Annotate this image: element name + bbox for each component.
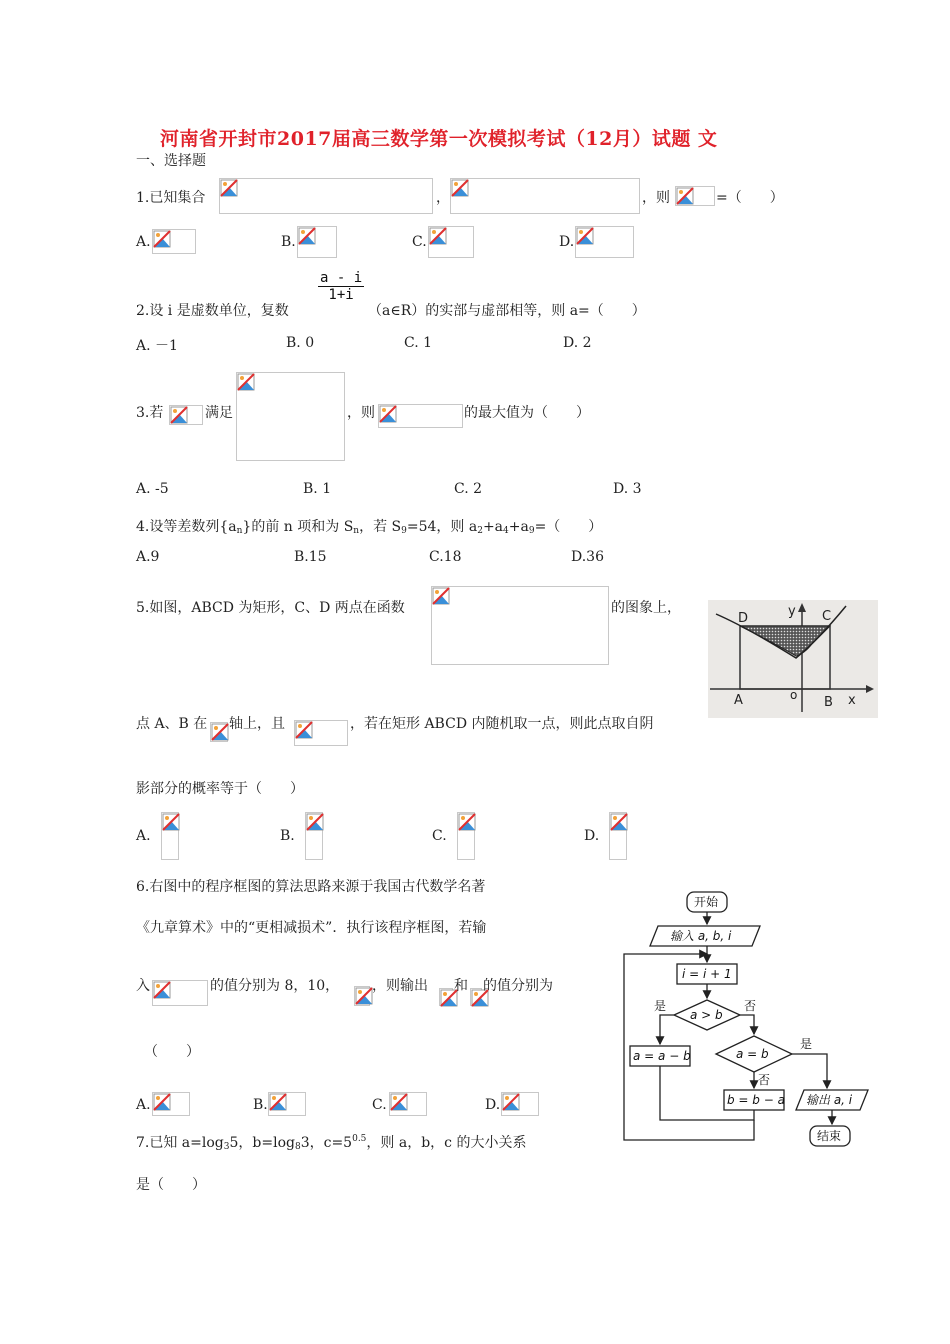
q6-line3-and: 和 xyxy=(454,978,468,994)
q6-inputs-image xyxy=(152,980,208,1006)
q6-line1: 6.右图中的程序框图的算法思路来源于我国古代数学名著 xyxy=(136,879,486,895)
q6-option-d: D. xyxy=(485,1097,501,1113)
sub1-label: a = a − b xyxy=(633,1049,691,1063)
q1-option-c: C. xyxy=(412,234,427,250)
q3-objective-image xyxy=(378,404,463,428)
label-o: o xyxy=(790,688,798,702)
q3-stem-tail: 的最大值为（ ） xyxy=(464,405,590,421)
q7-subscript: 8 xyxy=(294,1142,301,1152)
yes1-label: 是 xyxy=(654,999,667,1013)
q2-stem: 2.设 i 是虚数单位，复数 xyxy=(136,303,289,319)
cond1-label: a > b xyxy=(690,1008,723,1022)
image-placeholder-icon xyxy=(153,230,171,248)
q6-flowchart xyxy=(620,888,890,1150)
q4-subscript: n xyxy=(353,526,360,536)
image-placeholder-icon xyxy=(306,813,324,831)
q6-option-a-image xyxy=(152,1092,190,1116)
q5-graph-svg xyxy=(708,600,878,718)
q1-tail: =（ ） xyxy=(716,190,784,206)
q6-line3-end: 的值分别为 xyxy=(483,978,553,994)
q5-option-a-image xyxy=(161,812,179,860)
image-placeholder-icon xyxy=(295,721,313,739)
q3-option-a: A. -5 xyxy=(136,481,169,497)
q4-subscript: 9 xyxy=(528,526,535,536)
q6-i-image xyxy=(354,986,370,1006)
label-c: C xyxy=(822,609,832,624)
image-placeholder-icon xyxy=(458,813,476,831)
q6-option-b: B. xyxy=(253,1097,268,1113)
yes2-label: 是 xyxy=(800,1037,813,1051)
start-label: 开始 xyxy=(694,895,719,909)
q5-option-c-image xyxy=(457,812,475,860)
q5-option-d-image xyxy=(609,812,627,860)
q2-option-d: D. 2 xyxy=(563,335,592,351)
q4-subscript: 9 xyxy=(401,526,407,536)
image-placeholder-icon xyxy=(269,1093,287,1111)
q2-numerator: a - i xyxy=(320,270,363,286)
q2-stem-tail: （a∈R）的实部与虚部相等，则 a=（ ） xyxy=(368,303,646,319)
q1-option-a: A. xyxy=(136,234,151,250)
q4-text: =（ ） xyxy=(534,519,603,535)
q5-option-c: C. xyxy=(432,828,447,844)
q1-set-b-image xyxy=(450,178,640,214)
q7-text: 5，b=log xyxy=(229,1135,295,1151)
q6-option-c: C. xyxy=(372,1097,387,1113)
q3-satisfy: 满足 xyxy=(205,405,233,421)
q3-constraints-image xyxy=(236,372,345,461)
q1-option-d-image xyxy=(575,226,634,258)
label-b: B xyxy=(824,695,833,710)
q4-stem xyxy=(136,516,602,536)
q6-line3-values: 的值分别为 8，10， xyxy=(210,978,340,994)
q6-line2: 《九章算术》中的“更相减损术”．执行该程序框图，若输 xyxy=(136,920,487,936)
q2-option-b: B. 0 xyxy=(286,335,315,351)
q3-option-b: B. 1 xyxy=(303,481,332,497)
label-y: y xyxy=(788,604,796,619)
q7-stem xyxy=(136,1132,526,1152)
q6-line3-start: 入 xyxy=(136,978,150,994)
section-heading: 一、选择题 xyxy=(136,153,206,169)
output-label: 输出 a, i xyxy=(806,1093,853,1107)
q5-condition-image xyxy=(294,720,348,746)
q4-text: =54，则 a xyxy=(406,519,478,535)
q5-option-b-image xyxy=(305,812,323,860)
q4-text: ，若 S xyxy=(359,519,402,535)
image-placeholder-icon xyxy=(379,405,397,423)
q4-subscript: 4 xyxy=(503,526,509,536)
image-placeholder-icon xyxy=(390,1093,408,1111)
q2-option-a: A. －1 xyxy=(136,338,178,354)
q1-option-d: D. xyxy=(559,234,575,250)
q1-set-a-image xyxy=(219,178,433,214)
image-placeholder-icon xyxy=(298,227,316,245)
q6-line4: （ ） xyxy=(144,1044,200,1060)
q5-line3: 影部分的概率等于（ ） xyxy=(136,781,304,797)
q1-option-b: B. xyxy=(281,234,296,250)
q3-option-d: D. 3 xyxy=(613,481,642,497)
q3-option-c: C. 2 xyxy=(454,481,483,497)
q4-text: +a xyxy=(508,519,529,535)
image-placeholder-icon xyxy=(451,179,469,197)
q5-option-d: D. xyxy=(584,828,600,844)
q3-var-image xyxy=(169,405,203,425)
end-label: 结束 xyxy=(817,1129,842,1143)
q6-option-a: A. xyxy=(136,1097,151,1113)
image-placeholder-icon xyxy=(220,179,238,197)
q1-option-c-image xyxy=(428,226,474,258)
q5-axis-image xyxy=(210,722,228,742)
q3-then: ，则 xyxy=(347,405,375,421)
q7-text: ，则 a，b，c 的大小关系 xyxy=(366,1135,527,1151)
image-placeholder-icon xyxy=(676,187,694,205)
q6-line3-output: ，则输出 xyxy=(372,978,428,994)
q3-stem: 3.若 xyxy=(136,405,164,421)
image-placeholder-icon xyxy=(610,813,628,831)
q4-text: 4.设等差数列{a xyxy=(136,519,237,535)
image-placeholder-icon xyxy=(576,227,594,245)
q2-option-c: C. 1 xyxy=(404,335,433,351)
q1-stem: 1.已知集合 xyxy=(136,190,206,206)
q1-option-a-image xyxy=(152,229,196,254)
image-placeholder-icon xyxy=(211,723,229,741)
q5-line2-start: 点 A、B 在 xyxy=(136,716,208,732)
q5-line2-mid: 轴上，且 xyxy=(229,716,285,732)
q5-graph xyxy=(708,600,878,718)
y-axis-arrow xyxy=(798,603,806,612)
page-title: 河南省开封市2017届高三数学第一次模拟考试（12月）试题 文 xyxy=(160,128,718,150)
q1-expr-image xyxy=(675,186,715,206)
input-label: 输入 a, b, i xyxy=(670,929,732,943)
q5-option-a: A. xyxy=(136,828,151,844)
label-a: A xyxy=(734,693,743,708)
q5-stem: 5.如图，ABCD 为矩形，C、D 两点在函数 xyxy=(136,600,405,616)
increment-label: i = i + 1 xyxy=(682,967,732,981)
image-placeholder-icon xyxy=(162,813,180,831)
cond2-label: a = b xyxy=(736,1047,769,1061)
no1-label: 否 xyxy=(744,999,757,1013)
q6-a-image xyxy=(439,988,453,1006)
q6-option-c-image xyxy=(389,1092,427,1116)
q4-option-c: C.18 xyxy=(429,549,462,565)
q7-text: 3，c=5 xyxy=(300,1135,353,1151)
q4-option-a: A.9 xyxy=(136,549,160,565)
label-x: x xyxy=(848,693,856,708)
q7-superscript: 0.5 xyxy=(352,1134,367,1144)
q4-option-d: D.36 xyxy=(571,549,604,565)
image-placeholder-icon xyxy=(429,227,447,245)
label-d: D xyxy=(738,611,749,626)
image-placeholder-icon xyxy=(153,981,171,999)
q4-text: +a xyxy=(482,519,504,535)
image-placeholder-icon xyxy=(153,1093,171,1111)
q5-option-b: B. xyxy=(280,828,295,844)
q4-option-b: B.15 xyxy=(294,549,327,565)
q4-subscript: n xyxy=(236,526,243,536)
q2-denominator: 1+i xyxy=(328,287,354,303)
q1-comma: ， xyxy=(436,190,450,206)
q1-option-b-image xyxy=(297,226,337,258)
q7-line2: 是（ ） xyxy=(136,1177,206,1193)
image-placeholder-icon xyxy=(237,373,255,391)
image-placeholder-icon xyxy=(355,987,373,1005)
image-placeholder-icon xyxy=(432,587,450,605)
q5-function-image xyxy=(431,586,609,665)
q4-subscript: 2 xyxy=(477,526,483,536)
q4-text: }的前 n 项和为 S xyxy=(242,519,354,535)
q6-option-d-image xyxy=(501,1092,539,1116)
q5-stem-tail: 的图象上， xyxy=(611,600,681,616)
sub2-label: b = b − a xyxy=(727,1093,785,1107)
q6-i2-image xyxy=(470,988,482,1006)
q2-fraction xyxy=(318,270,364,303)
image-placeholder-icon xyxy=(502,1093,520,1111)
flowchart-svg xyxy=(620,888,890,1150)
q7-text: 7.已知 a=log xyxy=(136,1135,224,1151)
q6-option-b-image xyxy=(268,1092,306,1116)
no2-label: 否 xyxy=(758,1073,771,1087)
q1-then: ，则 xyxy=(642,190,670,206)
x-axis-arrow xyxy=(866,685,874,693)
image-placeholder-icon xyxy=(170,406,188,424)
q5-line2-end: ，若在矩形 ABCD 内随机取一点，则此点取自阴 xyxy=(350,716,654,732)
q7-subscript: 3 xyxy=(223,1142,230,1152)
